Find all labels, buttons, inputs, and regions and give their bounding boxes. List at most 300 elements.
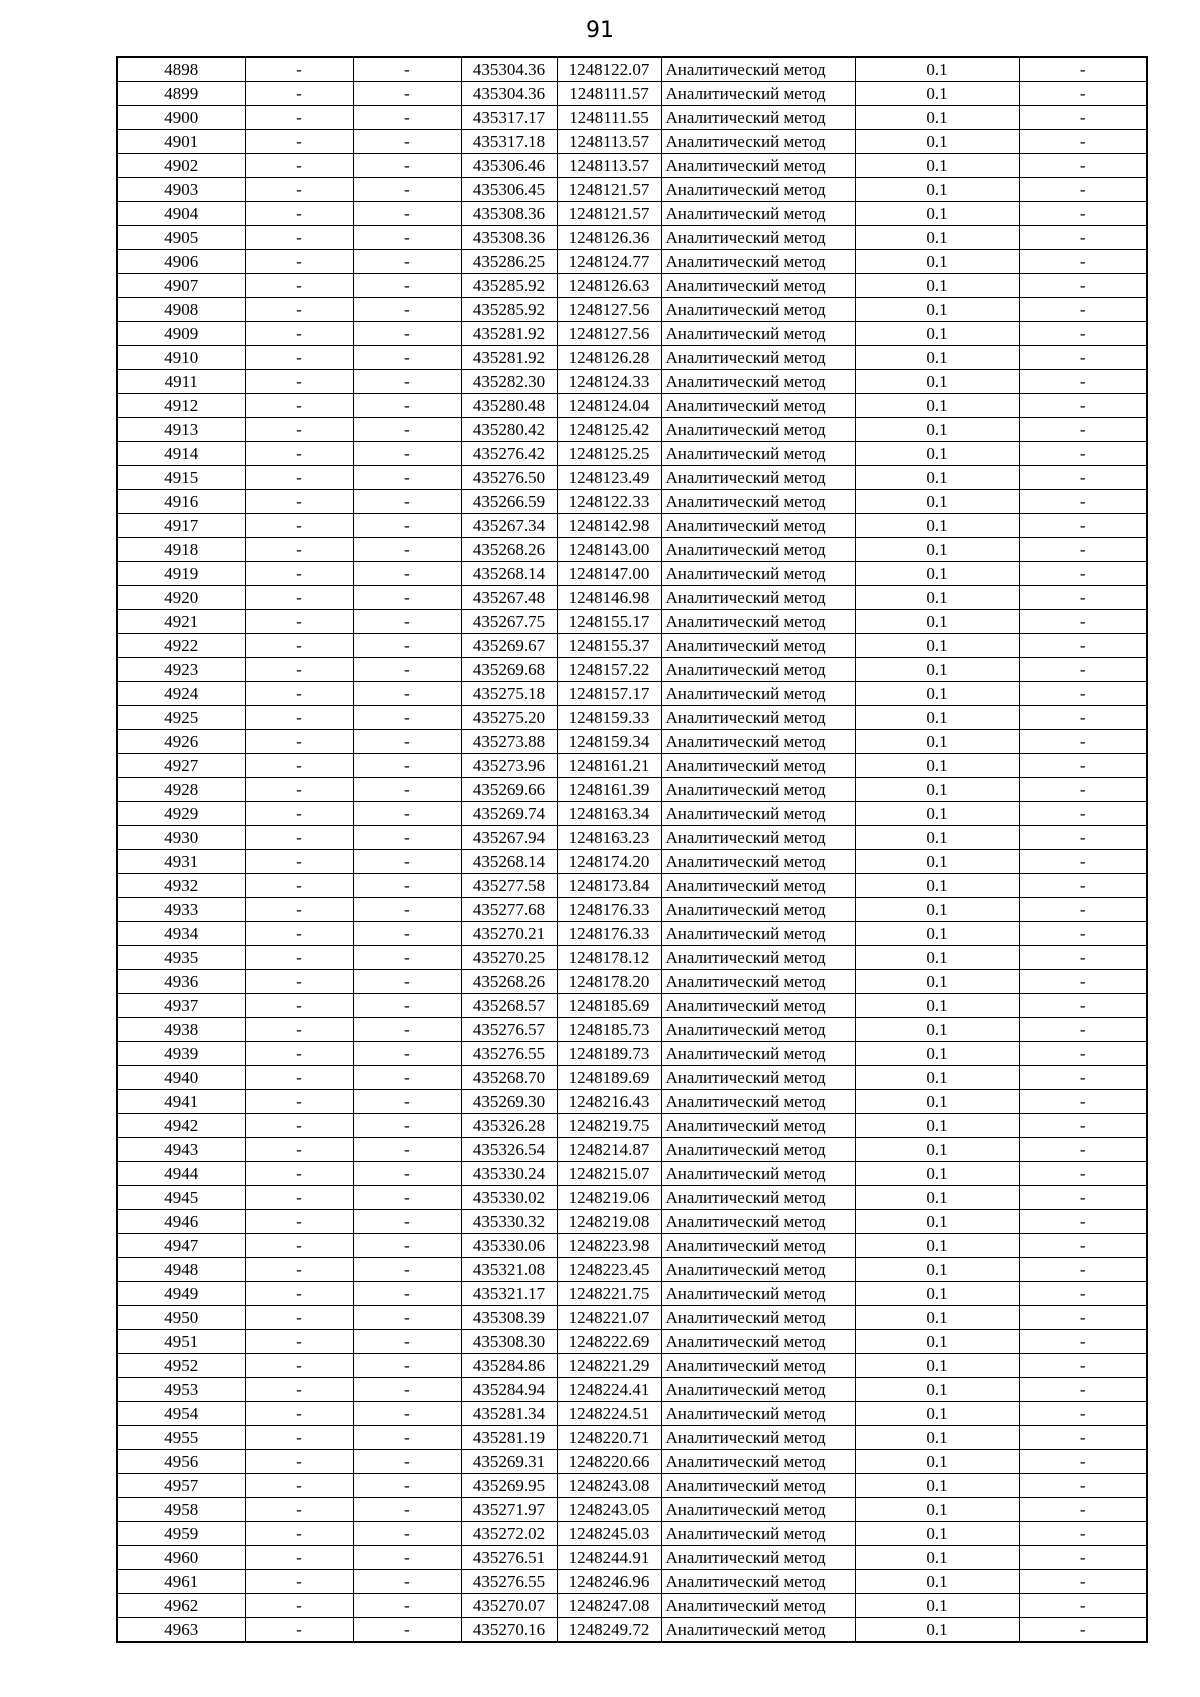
cell-method: Аналитический метод [661, 57, 855, 82]
cell-col-empty-1: - [245, 922, 353, 946]
table-row [117, 994, 1147, 1018]
cell-col-empty-1: - [245, 1426, 353, 1450]
cell-accuracy: 0.1 [855, 898, 1019, 922]
cell-col-empty-3: - [1019, 778, 1147, 802]
cell-col-empty-3: - [1019, 130, 1147, 154]
table-row [117, 1594, 1147, 1618]
cell-accuracy: 0.1 [855, 82, 1019, 106]
cell-x-coordinate: 435317.18 [461, 130, 557, 154]
table-row [117, 1306, 1147, 1330]
cell-method: Аналитический метод [661, 1090, 855, 1114]
table-row [117, 1234, 1147, 1258]
cell-method: Аналитический метод [661, 586, 855, 610]
cell-x-coordinate: 435308.30 [461, 1330, 557, 1354]
cell-point-number: 4945 [117, 1186, 245, 1210]
cell-point-number: 4907 [117, 274, 245, 298]
table-row [117, 898, 1147, 922]
cell-method: Аналитический метод [661, 154, 855, 178]
cell-x-coordinate: 435276.50 [461, 466, 557, 490]
cell-x-coordinate: 435321.17 [461, 1282, 557, 1306]
cell-col-empty-2: - [353, 1474, 461, 1498]
cell-col-empty-2: - [353, 1330, 461, 1354]
cell-method: Аналитический метод [661, 106, 855, 130]
cell-method: Аналитический метод [661, 490, 855, 514]
cell-col-empty-1: - [245, 586, 353, 610]
cell-accuracy: 0.1 [855, 57, 1019, 82]
cell-col-empty-2: - [353, 1282, 461, 1306]
cell-point-number: 4940 [117, 1066, 245, 1090]
cell-point-number: 4926 [117, 730, 245, 754]
cell-accuracy: 0.1 [855, 490, 1019, 514]
table-row [117, 106, 1147, 130]
cell-point-number: 4913 [117, 418, 245, 442]
cell-method: Аналитический метод [661, 1378, 855, 1402]
cell-point-number: 4920 [117, 586, 245, 610]
cell-x-coordinate: 435285.92 [461, 298, 557, 322]
table-row [117, 178, 1147, 202]
cell-y-coordinate: 1248176.33 [557, 898, 661, 922]
cell-method: Аналитический метод [661, 706, 855, 730]
cell-x-coordinate: 435269.74 [461, 802, 557, 826]
cell-x-coordinate: 435266.59 [461, 490, 557, 514]
cell-col-empty-3: - [1019, 730, 1147, 754]
cell-method: Аналитический метод [661, 1570, 855, 1594]
cell-point-number: 4900 [117, 106, 245, 130]
cell-col-empty-1: - [245, 490, 353, 514]
cell-accuracy: 0.1 [855, 538, 1019, 562]
cell-y-coordinate: 1248221.07 [557, 1306, 661, 1330]
table-row [117, 1354, 1147, 1378]
cell-method: Аналитический метод [661, 1282, 855, 1306]
cell-accuracy: 0.1 [855, 418, 1019, 442]
cell-x-coordinate: 435276.57 [461, 1018, 557, 1042]
cell-col-empty-2: - [353, 562, 461, 586]
cell-col-empty-3: - [1019, 922, 1147, 946]
cell-col-empty-2: - [353, 1090, 461, 1114]
cell-method: Аналитический метод [661, 874, 855, 898]
cell-point-number: 4944 [117, 1162, 245, 1186]
cell-accuracy: 0.1 [855, 370, 1019, 394]
table-row [117, 1162, 1147, 1186]
cell-col-empty-1: - [245, 946, 353, 970]
coordinates-table [116, 56, 1148, 1643]
cell-point-number: 4922 [117, 634, 245, 658]
cell-method: Аналитический метод [661, 370, 855, 394]
cell-y-coordinate: 1248142.98 [557, 514, 661, 538]
cell-accuracy: 0.1 [855, 1042, 1019, 1066]
cell-point-number: 4952 [117, 1354, 245, 1378]
cell-col-empty-3: - [1019, 370, 1147, 394]
table-row [117, 1378, 1147, 1402]
cell-col-empty-2: - [353, 634, 461, 658]
cell-point-number: 4928 [117, 778, 245, 802]
cell-col-empty-3: - [1019, 1330, 1147, 1354]
cell-point-number: 4943 [117, 1138, 245, 1162]
table-row [117, 130, 1147, 154]
cell-y-coordinate: 1248157.17 [557, 682, 661, 706]
cell-accuracy: 0.1 [855, 1474, 1019, 1498]
cell-accuracy: 0.1 [855, 754, 1019, 778]
cell-method: Аналитический метод [661, 994, 855, 1018]
cell-accuracy: 0.1 [855, 202, 1019, 226]
cell-x-coordinate: 435276.55 [461, 1042, 557, 1066]
cell-method: Аналитический метод [661, 394, 855, 418]
table-row [117, 706, 1147, 730]
cell-x-coordinate: 435269.31 [461, 1450, 557, 1474]
cell-col-empty-1: - [245, 466, 353, 490]
page-number: 91 [586, 18, 614, 43]
cell-col-empty-3: - [1019, 298, 1147, 322]
table-row [117, 1450, 1147, 1474]
cell-x-coordinate: 435268.14 [461, 850, 557, 874]
cell-col-empty-3: - [1019, 1570, 1147, 1594]
cell-col-empty-3: - [1019, 1282, 1147, 1306]
cell-point-number: 4933 [117, 898, 245, 922]
table-row [117, 1402, 1147, 1426]
cell-col-empty-3: - [1019, 1186, 1147, 1210]
cell-col-empty-1: - [245, 346, 353, 370]
table-row [117, 970, 1147, 994]
cell-col-empty-2: - [353, 586, 461, 610]
cell-x-coordinate: 435268.57 [461, 994, 557, 1018]
cell-col-empty-1: - [245, 1186, 353, 1210]
cell-col-empty-3: - [1019, 994, 1147, 1018]
cell-y-coordinate: 1248124.33 [557, 370, 661, 394]
cell-col-empty-3: - [1019, 202, 1147, 226]
cell-point-number: 4963 [117, 1618, 245, 1643]
cell-col-empty-2: - [353, 106, 461, 130]
cell-y-coordinate: 1248126.36 [557, 226, 661, 250]
cell-col-empty-3: - [1019, 970, 1147, 994]
cell-col-empty-1: - [245, 130, 353, 154]
cell-point-number: 4953 [117, 1378, 245, 1402]
cell-x-coordinate: 435267.94 [461, 826, 557, 850]
cell-col-empty-1: - [245, 1522, 353, 1546]
table-row [117, 586, 1147, 610]
cell-point-number: 4937 [117, 994, 245, 1018]
cell-col-empty-2: - [353, 346, 461, 370]
cell-point-number: 4941 [117, 1090, 245, 1114]
cell-accuracy: 0.1 [855, 1234, 1019, 1258]
table-row [117, 1090, 1147, 1114]
cell-method: Аналитический метод [661, 466, 855, 490]
cell-x-coordinate: 435304.36 [461, 82, 557, 106]
cell-method: Аналитический метод [661, 754, 855, 778]
cell-col-empty-1: - [245, 658, 353, 682]
cell-x-coordinate: 435270.16 [461, 1618, 557, 1643]
cell-col-empty-3: - [1019, 1138, 1147, 1162]
cell-accuracy: 0.1 [855, 298, 1019, 322]
cell-x-coordinate: 435326.54 [461, 1138, 557, 1162]
cell-y-coordinate: 1248249.72 [557, 1618, 661, 1643]
cell-col-empty-3: - [1019, 538, 1147, 562]
cell-x-coordinate: 435306.45 [461, 178, 557, 202]
table-row [117, 394, 1147, 418]
cell-y-coordinate: 1248185.69 [557, 994, 661, 1018]
cell-col-empty-1: - [245, 1234, 353, 1258]
cell-x-coordinate: 435286.25 [461, 250, 557, 274]
cell-point-number: 4961 [117, 1570, 245, 1594]
cell-col-empty-3: - [1019, 874, 1147, 898]
cell-col-empty-1: - [245, 1306, 353, 1330]
cell-accuracy: 0.1 [855, 1594, 1019, 1618]
cell-col-empty-2: - [353, 538, 461, 562]
cell-col-empty-1: - [245, 178, 353, 202]
cell-y-coordinate: 1248223.98 [557, 1234, 661, 1258]
cell-col-empty-3: - [1019, 1378, 1147, 1402]
cell-x-coordinate: 435267.75 [461, 610, 557, 634]
cell-method: Аналитический метод [661, 1306, 855, 1330]
cell-accuracy: 0.1 [855, 1450, 1019, 1474]
cell-col-empty-1: - [245, 250, 353, 274]
cell-accuracy: 0.1 [855, 658, 1019, 682]
cell-col-empty-2: - [353, 682, 461, 706]
cell-y-coordinate: 1248147.00 [557, 562, 661, 586]
cell-col-empty-2: - [353, 1066, 461, 1090]
cell-method: Аналитический метод [661, 538, 855, 562]
table-row [117, 226, 1147, 250]
cell-method: Аналитический метод [661, 322, 855, 346]
cell-accuracy: 0.1 [855, 154, 1019, 178]
cell-point-number: 4908 [117, 298, 245, 322]
cell-col-empty-1: - [245, 1618, 353, 1643]
cell-x-coordinate: 435270.21 [461, 922, 557, 946]
cell-col-empty-1: - [245, 154, 353, 178]
cell-method: Аналитический метод [661, 1546, 855, 1570]
cell-point-number: 4899 [117, 82, 245, 106]
cell-col-empty-1: - [245, 226, 353, 250]
cell-col-empty-1: - [245, 1282, 353, 1306]
cell-y-coordinate: 1248244.91 [557, 1546, 661, 1570]
cell-col-empty-3: - [1019, 706, 1147, 730]
cell-col-empty-3: - [1019, 1306, 1147, 1330]
table-row [117, 730, 1147, 754]
cell-x-coordinate: 435281.19 [461, 1426, 557, 1450]
cell-col-empty-2: - [353, 754, 461, 778]
cell-y-coordinate: 1248220.66 [557, 1450, 661, 1474]
cell-col-empty-2: - [353, 57, 461, 82]
cell-col-empty-2: - [353, 1618, 461, 1643]
cell-method: Аналитический метод [661, 970, 855, 994]
table-row [117, 1474, 1147, 1498]
cell-col-empty-2: - [353, 922, 461, 946]
cell-accuracy: 0.1 [855, 1402, 1019, 1426]
cell-y-coordinate: 1248161.39 [557, 778, 661, 802]
table-row [117, 1570, 1147, 1594]
cell-point-number: 4898 [117, 57, 245, 82]
cell-accuracy: 0.1 [855, 682, 1019, 706]
cell-y-coordinate: 1248220.71 [557, 1426, 661, 1450]
cell-accuracy: 0.1 [855, 1546, 1019, 1570]
cell-col-empty-2: - [353, 802, 461, 826]
cell-point-number: 4935 [117, 946, 245, 970]
cell-col-empty-2: - [353, 1450, 461, 1474]
cell-col-empty-3: - [1019, 1018, 1147, 1042]
cell-accuracy: 0.1 [855, 1282, 1019, 1306]
cell-point-number: 4911 [117, 370, 245, 394]
cell-method: Аналитический метод [661, 202, 855, 226]
cell-y-coordinate: 1248219.75 [557, 1114, 661, 1138]
cell-y-coordinate: 1248222.69 [557, 1330, 661, 1354]
cell-accuracy: 0.1 [855, 1354, 1019, 1378]
cell-y-coordinate: 1248178.20 [557, 970, 661, 994]
cell-x-coordinate: 435269.68 [461, 658, 557, 682]
cell-col-empty-2: - [353, 778, 461, 802]
cell-x-coordinate: 435330.02 [461, 1186, 557, 1210]
cell-y-coordinate: 1248127.56 [557, 322, 661, 346]
cell-method: Аналитический метод [661, 514, 855, 538]
cell-col-empty-3: - [1019, 898, 1147, 922]
cell-col-empty-2: - [353, 226, 461, 250]
cell-method: Аналитический метод [661, 1354, 855, 1378]
cell-col-empty-1: - [245, 634, 353, 658]
cell-y-coordinate: 1248247.08 [557, 1594, 661, 1618]
cell-col-empty-1: - [245, 730, 353, 754]
table-body [117, 57, 1147, 1642]
cell-method: Аналитический метод [661, 1330, 855, 1354]
cell-y-coordinate: 1248221.75 [557, 1282, 661, 1306]
cell-y-coordinate: 1248146.98 [557, 586, 661, 610]
cell-col-empty-1: - [245, 682, 353, 706]
cell-col-empty-2: - [353, 250, 461, 274]
cell-col-empty-1: - [245, 418, 353, 442]
cell-x-coordinate: 435281.34 [461, 1402, 557, 1426]
cell-y-coordinate: 1248124.04 [557, 394, 661, 418]
cell-x-coordinate: 435273.88 [461, 730, 557, 754]
cell-x-coordinate: 435270.07 [461, 1594, 557, 1618]
cell-point-number: 4962 [117, 1594, 245, 1618]
cell-y-coordinate: 1248159.33 [557, 706, 661, 730]
table-row [117, 154, 1147, 178]
table-row [117, 514, 1147, 538]
table-row [117, 442, 1147, 466]
cell-x-coordinate: 435275.18 [461, 682, 557, 706]
cell-col-empty-3: - [1019, 442, 1147, 466]
cell-col-empty-3: - [1019, 1090, 1147, 1114]
cell-col-empty-3: - [1019, 586, 1147, 610]
cell-col-empty-1: - [245, 1330, 353, 1354]
cell-col-empty-2: - [353, 970, 461, 994]
cell-method: Аналитический метод [661, 226, 855, 250]
cell-method: Аналитический метод [661, 1162, 855, 1186]
cell-accuracy: 0.1 [855, 346, 1019, 370]
cell-y-coordinate: 1248219.08 [557, 1210, 661, 1234]
table-row [117, 1618, 1147, 1643]
cell-col-empty-3: - [1019, 466, 1147, 490]
cell-y-coordinate: 1248161.21 [557, 754, 661, 778]
cell-col-empty-1: - [245, 1162, 353, 1186]
cell-point-number: 4905 [117, 226, 245, 250]
cell-method: Аналитический метод [661, 730, 855, 754]
cell-point-number: 4904 [117, 202, 245, 226]
cell-col-empty-2: - [353, 1378, 461, 1402]
cell-accuracy: 0.1 [855, 1186, 1019, 1210]
cell-x-coordinate: 435268.14 [461, 562, 557, 586]
cell-point-number: 4932 [117, 874, 245, 898]
cell-y-coordinate: 1248245.03 [557, 1522, 661, 1546]
cell-col-empty-2: - [353, 610, 461, 634]
cell-col-empty-3: - [1019, 658, 1147, 682]
cell-accuracy: 0.1 [855, 634, 1019, 658]
cell-accuracy: 0.1 [855, 1378, 1019, 1402]
cell-method: Аналитический метод [661, 1138, 855, 1162]
cell-accuracy: 0.1 [855, 922, 1019, 946]
cell-point-number: 4921 [117, 610, 245, 634]
cell-col-empty-1: - [245, 1066, 353, 1090]
cell-col-empty-1: - [245, 202, 353, 226]
cell-point-number: 4917 [117, 514, 245, 538]
table-row [117, 1522, 1147, 1546]
cell-col-empty-2: - [353, 1186, 461, 1210]
cell-y-coordinate: 1248111.55 [557, 106, 661, 130]
table-row [117, 562, 1147, 586]
cell-point-number: 4951 [117, 1330, 245, 1354]
cell-method: Аналитический метод [661, 1474, 855, 1498]
cell-x-coordinate: 435273.96 [461, 754, 557, 778]
cell-x-coordinate: 435269.67 [461, 634, 557, 658]
cell-col-empty-3: - [1019, 514, 1147, 538]
cell-method: Аналитический метод [661, 946, 855, 970]
cell-point-number: 4924 [117, 682, 245, 706]
cell-col-empty-3: - [1019, 1162, 1147, 1186]
cell-y-coordinate: 1248122.33 [557, 490, 661, 514]
cell-col-empty-3: - [1019, 322, 1147, 346]
cell-x-coordinate: 435284.94 [461, 1378, 557, 1402]
cell-col-empty-3: - [1019, 394, 1147, 418]
cell-x-coordinate: 435270.25 [461, 946, 557, 970]
cell-col-empty-3: - [1019, 562, 1147, 586]
table-row [117, 682, 1147, 706]
cell-col-empty-3: - [1019, 250, 1147, 274]
cell-col-empty-1: - [245, 1090, 353, 1114]
cell-accuracy: 0.1 [855, 178, 1019, 202]
cell-col-empty-3: - [1019, 682, 1147, 706]
table-row [117, 1282, 1147, 1306]
cell-accuracy: 0.1 [855, 226, 1019, 250]
cell-x-coordinate: 435275.20 [461, 706, 557, 730]
table-row [117, 1066, 1147, 1090]
cell-col-empty-2: - [353, 1018, 461, 1042]
table-row [117, 1138, 1147, 1162]
cell-point-number: 4901 [117, 130, 245, 154]
cell-x-coordinate: 435284.86 [461, 1354, 557, 1378]
cell-accuracy: 0.1 [855, 562, 1019, 586]
cell-col-empty-2: - [353, 466, 461, 490]
cell-col-empty-2: - [353, 394, 461, 418]
cell-y-coordinate: 1248216.43 [557, 1090, 661, 1114]
cell-method: Аналитический метод [661, 658, 855, 682]
cell-col-empty-3: - [1019, 1618, 1147, 1643]
cell-y-coordinate: 1248243.08 [557, 1474, 661, 1498]
cell-method: Аналитический метод [661, 1066, 855, 1090]
table-row [117, 418, 1147, 442]
cell-point-number: 4930 [117, 826, 245, 850]
cell-method: Аналитический метод [661, 82, 855, 106]
cell-point-number: 4958 [117, 1498, 245, 1522]
cell-col-empty-2: - [353, 1402, 461, 1426]
cell-col-empty-3: - [1019, 1426, 1147, 1450]
cell-x-coordinate: 435308.36 [461, 202, 557, 226]
table-row [117, 946, 1147, 970]
cell-col-empty-1: - [245, 1474, 353, 1498]
cell-y-coordinate: 1248159.34 [557, 730, 661, 754]
cell-x-coordinate: 435271.97 [461, 1498, 557, 1522]
cell-method: Аналитический метод [661, 610, 855, 634]
cell-point-number: 4902 [117, 154, 245, 178]
cell-x-coordinate: 435276.55 [461, 1570, 557, 1594]
cell-method: Аналитический метод [661, 1594, 855, 1618]
cell-method: Аналитический метод [661, 274, 855, 298]
